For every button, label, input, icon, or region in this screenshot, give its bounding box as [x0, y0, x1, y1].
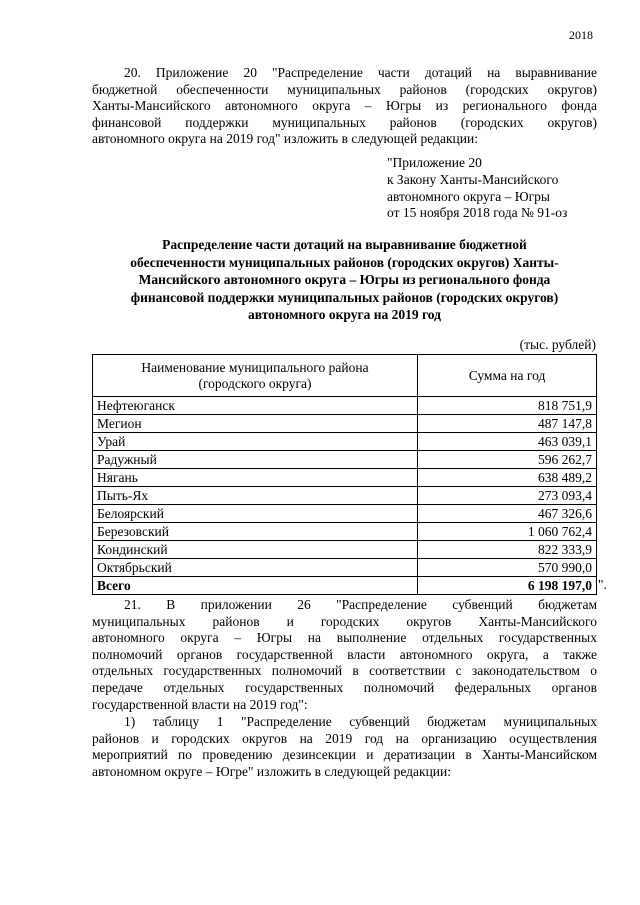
row-value: 463 039,1 — [418, 433, 597, 451]
table-row — [93, 397, 597, 415]
row-name: Урай — [93, 433, 418, 451]
appendix-line: от 15 ноября 2018 года № 91-оз — [387, 205, 568, 221]
distribution-table — [92, 354, 597, 595]
para21-line: муниципальных районов и городских округов Ханты-Мансийского — [92, 613, 597, 629]
table-row — [93, 523, 597, 541]
intro-line: бюджетной обеспеченности муниципальных районов (городских округов) — [92, 81, 597, 97]
row-value: 570 990,0 — [418, 559, 597, 577]
intro-line: финансовой поддержки муниципальных районов (городских округов) — [92, 114, 597, 130]
total-label: Всего — [93, 577, 418, 595]
title-line: Распределение части дотаций на выравнивание бюджетной — [162, 237, 527, 252]
table-total-row — [93, 577, 597, 595]
table-row — [93, 505, 597, 523]
table-row — [93, 433, 597, 451]
appendix-line: к Закону Ханты-Мансийского — [387, 171, 559, 187]
title-line: обеспеченности муниципальных районов (городских округов) Ханты- — [130, 254, 559, 270]
para21-line: передаче отдельных государственных полномочий федеральных органов — [92, 679, 597, 695]
table-row — [93, 451, 597, 469]
appendix-line: "Приложение 20 — [387, 155, 482, 170]
para21-1-line: 1) таблицу 1 "Распределение субвенций бюджетам муниципальных — [124, 714, 597, 729]
row-name: Нефтеюганск — [93, 397, 418, 415]
row-value: 818 751,9 — [418, 397, 597, 415]
row-value: 822 333,9 — [418, 541, 597, 559]
para21-1-line: районов и городских округов на 2019 год на организацию осуществления — [92, 730, 597, 746]
unit-label: (тыс. рублей) — [519, 337, 596, 352]
closing-quote: ". — [598, 577, 607, 592]
para21-line: полномочий органов государственной власти автономного округа, а также — [92, 646, 597, 662]
table-header-row — [93, 355, 597, 397]
header-sum: Сумма на год — [418, 355, 597, 397]
document-title — [92, 236, 597, 324]
row-name: Октябрьский — [93, 559, 418, 577]
row-value: 273 093,4 — [418, 487, 597, 505]
row-value: 467 326,6 — [418, 505, 597, 523]
intro-paragraph — [92, 65, 597, 148]
intro-line: 20. Приложение 20 "Распределение части дотаций на выравнивание — [124, 65, 597, 80]
row-name: Радужный — [93, 451, 418, 469]
row-value: 638 489,2 — [418, 469, 597, 487]
table-row — [93, 559, 597, 577]
row-name: Белоярский — [93, 505, 418, 523]
para21-line: государственной власти на 2019 год": — [92, 696, 308, 712]
appendix-note — [387, 155, 567, 222]
page-number: 2018 — [569, 28, 593, 42]
para21-1-line: автономном округе – Югре" изложить в следующей редакции: — [92, 763, 452, 779]
row-name: Мегион — [93, 415, 418, 433]
appendix-line: автономного округа – Югры — [387, 188, 550, 204]
row-name: Кондинский — [93, 541, 418, 559]
intro-line: автономного округа на 2019 год" изложить в следующей редакции: — [92, 131, 478, 147]
para21-line: 21. В приложении 26 "Распределение субвенций бюджетам — [124, 597, 597, 612]
row-name: Пыть-Ях — [93, 487, 418, 505]
row-value: 487 147,8 — [418, 415, 597, 433]
table-row — [93, 541, 597, 559]
para21-1-line: мероприятий по проведению дезинсекции и дератизации в Ханты-Мансийском — [92, 747, 597, 763]
table-row — [93, 487, 597, 505]
table-row — [93, 469, 597, 487]
row-name: Нягань — [93, 469, 418, 487]
row-value: 1 060 762,4 — [418, 523, 597, 541]
paragraph-21-1 — [92, 714, 597, 780]
header-name: Наименование муниципального района (городского округа) — [93, 355, 418, 397]
total-value: 6 198 197,0 — [418, 577, 597, 595]
para21-line: автономного округа – Югры на выполнение отдельных государственных — [92, 630, 597, 646]
title-line: автономного округа на 2019 год — [248, 307, 441, 323]
row-name: Березовский — [93, 523, 418, 541]
intro-line: Ханты-Мансийского автономного округа – Югры из регионального фонда — [92, 98, 597, 114]
table-row — [93, 415, 597, 433]
row-value: 596 262,7 — [418, 451, 597, 469]
title-line: Мансийского автономного округа – Югры из регионального фонда — [138, 272, 551, 288]
title-line: финансовой поддержки муниципальных районов (городских округов) — [130, 289, 559, 305]
para21-line: отдельных государственных полномочий в соответствии с законодательством о — [92, 663, 597, 679]
paragraph-21 — [92, 597, 597, 713]
